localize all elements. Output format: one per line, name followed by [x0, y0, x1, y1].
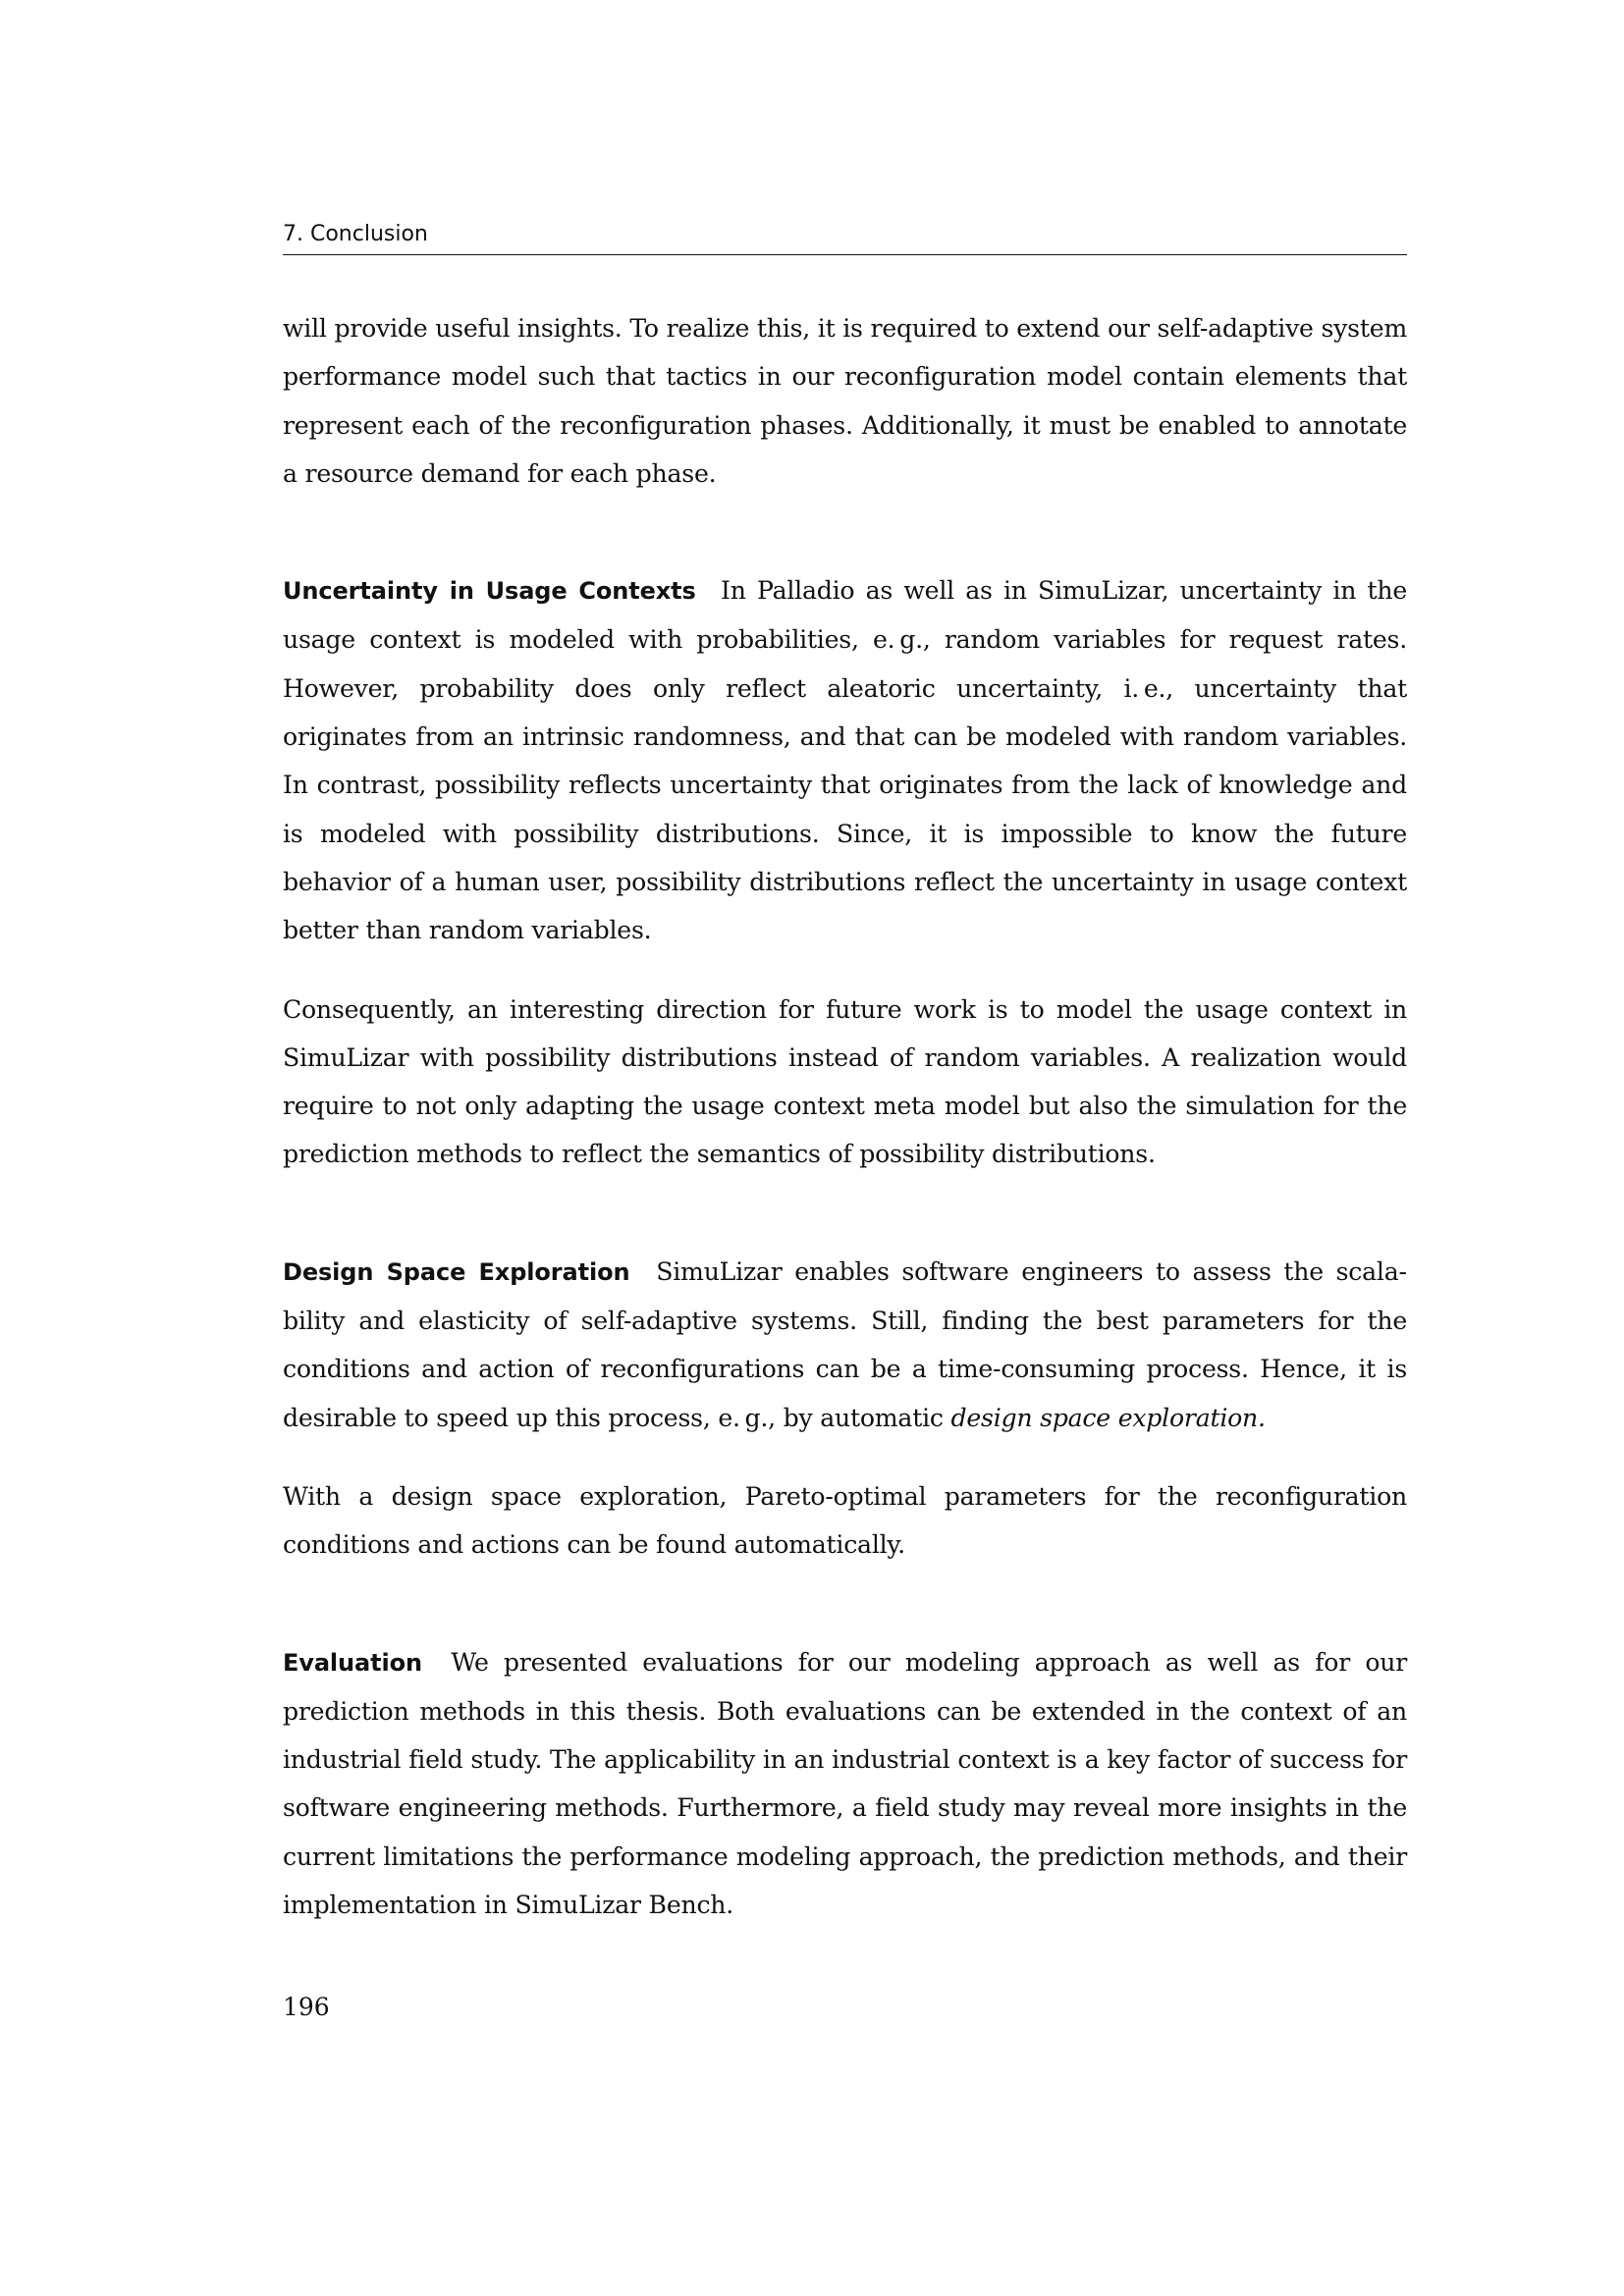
- section-uncertainty: [283, 566, 1407, 1179]
- section-heading: Design Space Exploration: [283, 1257, 630, 1286]
- header-rule: [283, 254, 1407, 255]
- page-number: 196: [283, 1993, 330, 2021]
- paragraph-text: SimuLizar enables software engineers to assess the scalability and elasticity of self-adaptive systems. Still, finding the best parameters for the conditions and action of reconfigurations can be a time-consuming process. Hence, it is desirable to speed up this process, e. g., by automatic: [283, 1256, 1408, 1432]
- opening-paragraph: will provide useful insights. To realize this, it is required to extend our self-adaptive system performance model such that tactics in our reconfiguration model contain elements that represent each of the reconfiguration phases. Additionally, it must be enabled to annotate a resource demand for each phase.: [283, 314, 1407, 488]
- section-heading: Uncertainty in Usage Contexts: [283, 577, 696, 606]
- section-evaluation: [283, 1638, 1407, 1930]
- paragraph: [283, 1248, 1407, 1442]
- paragraph-text: We presented evaluations for our modeling approach as well as for our prediction methods in this thesis. Both evaluations can be extended in the context of an industrial field study. The applicability in an industrial context is a key factor of success for software engineering methods. Furthermore, a field study may reveal more insights in the current limitations the performance modeling approach, the prediction methods, and their implementation in SimuLizar Bench.: [283, 1647, 1408, 1920]
- paragraph: With a design space exploration, Pareto-optimal parameters for the reconfiguration conditions and actions can be found automatically.: [283, 1481, 1407, 1560]
- emphasized-term: design space exploration.: [950, 1403, 1266, 1432]
- paragraph: [283, 1638, 1407, 1930]
- opening-section: [283, 304, 1407, 498]
- paragraph: [283, 566, 1407, 954]
- running-header: 7. Conclusion: [283, 222, 428, 246]
- section-heading: Evaluation: [283, 1648, 423, 1677]
- page-body: [283, 304, 1407, 1929]
- paragraph-text: In Palladio as well as in SimuLizar, uncertainty in the usage context is modeled with probabilities, e. g., random variables for request rates. However, probability does only reflect aleatoric uncertainty, i. e., uncertainty that originates from an intrinsic randomness, and that can be modeled with random variables. In contrast, possibility reflects uncertainty that originates from the lack of knowledge and is modeled with possibility distributions. Since, it is impossible to know the future behavior of a human user, possibility distributions reflect the uncertainty in usage context better than random variables.: [283, 576, 1408, 945]
- section-design-space: [283, 1248, 1407, 1570]
- paragraph: Consequently, an interesting direction for future work is to model the usage context in SimuLizar with possibility distributions instead of random variables. A realization would require to not only adapting the usage context meta model but also the simulation for the prediction methods to reflect the semantics of possibility distributions.: [283, 994, 1407, 1169]
